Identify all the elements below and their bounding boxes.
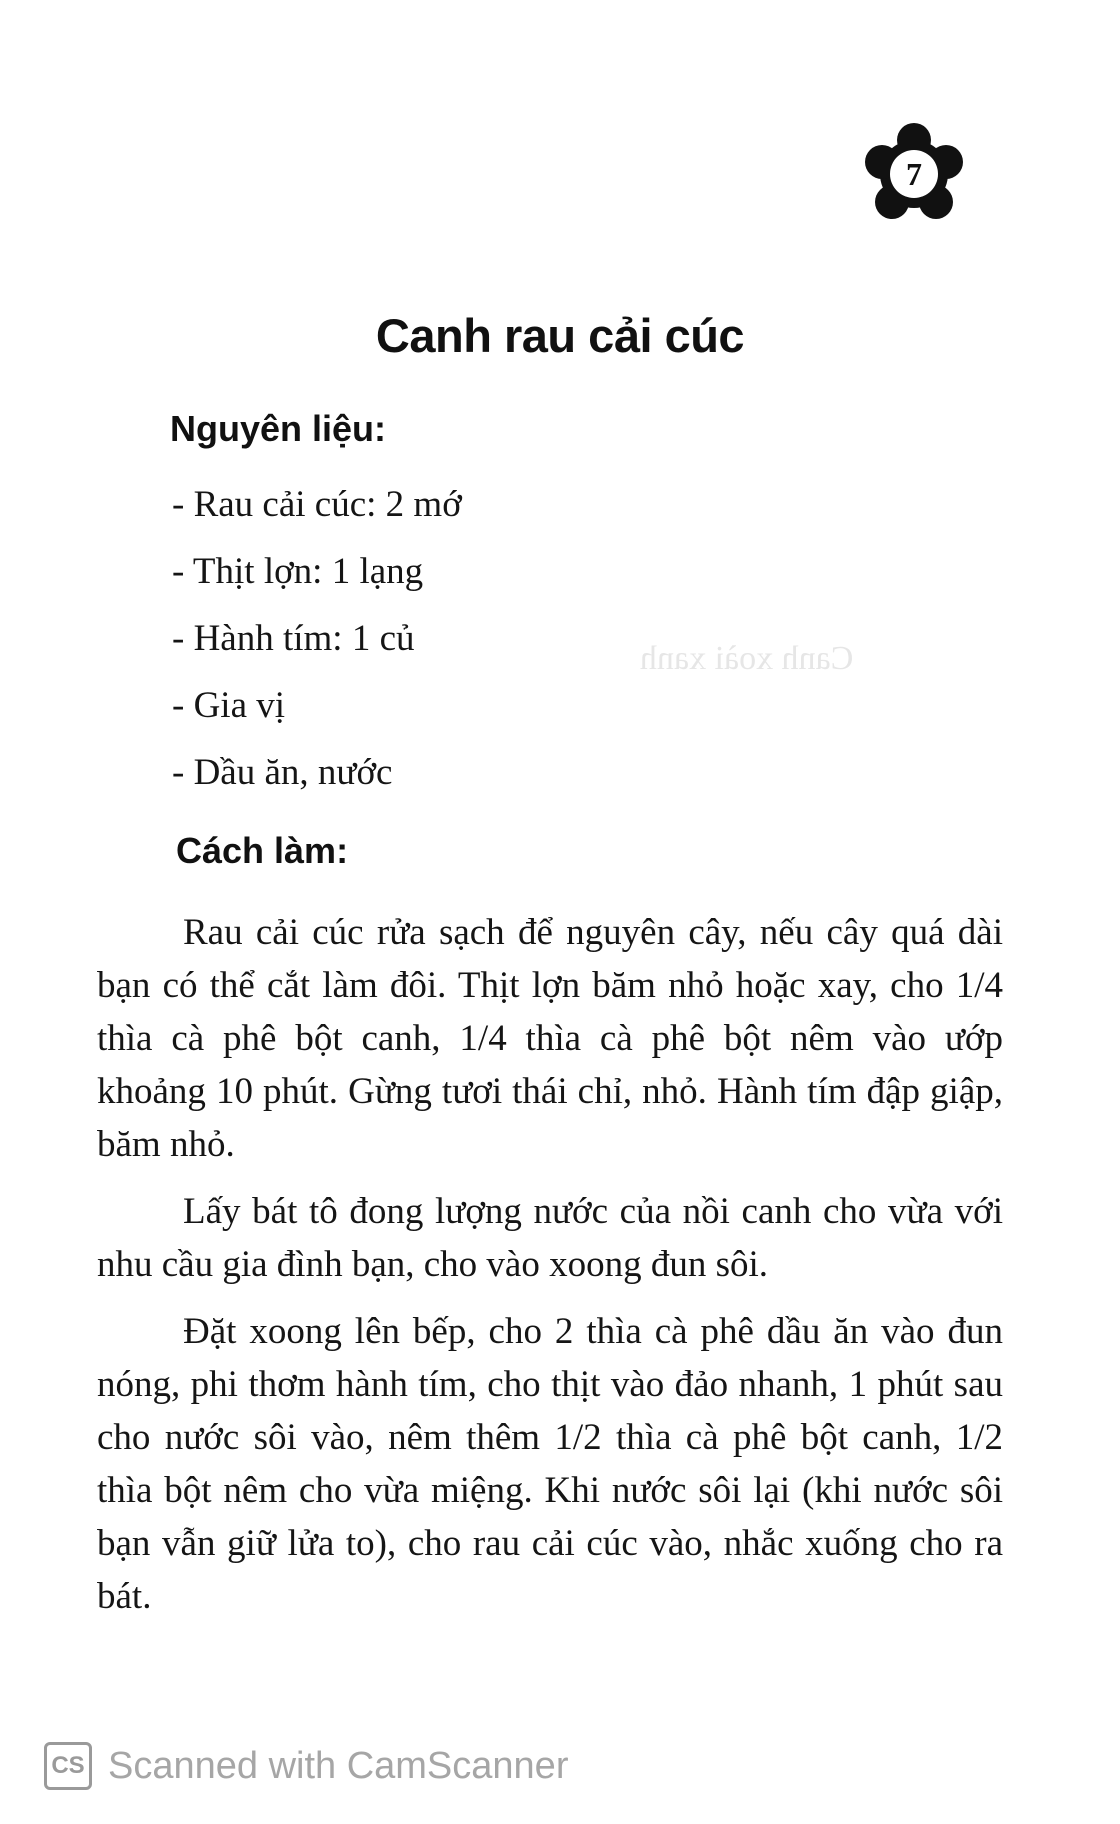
watermark-text: Scanned with CamScanner bbox=[108, 1744, 569, 1787]
ingredient-item: - Rau cải cúc: 2 mớ bbox=[172, 484, 462, 525]
ingredient-item: - Thịt lợn: 1 lạng bbox=[172, 551, 424, 592]
method-paragraph: Lấy bát tô đong lượng nước của nồi canh cho vừa với nhu cầu gia đình bạn, cho vào xoong đun sôi. bbox=[97, 1191, 1003, 1285]
show-through-text: Canh xoài xanh bbox=[640, 640, 854, 677]
ingredient-item: - Hành tím: 1 củ bbox=[172, 618, 415, 659]
method-paragraph: Đặt xoong lên bếp, cho 2 thìa cà phê dầu ăn vào đun nóng, phi thơm hành tím, cho thịt vào đảo nhanh, 1 phút sau cho nước sôi vào, nêm thêm 1/2 thìa cà phê bột canh, 1/2 thìa bột nêm cho vừa miệng. Khi nước sôi lại (khi nước sôi bạn vẫn giữ lửa to), cho rau cải cúc vào, nhắc xuống cho ra bát. bbox=[97, 1311, 1003, 1617]
scanner-watermark bbox=[44, 1738, 568, 1794]
ingredients-list bbox=[172, 480, 462, 815]
recipe-title: Canh rau cải cúc bbox=[375, 309, 745, 362]
ingredients-heading: Nguyên liệu: bbox=[170, 408, 387, 449]
camscanner-logo-icon: CS bbox=[44, 1742, 92, 1790]
method-text bbox=[97, 906, 1003, 1637]
ingredient-item: - Gia vị bbox=[172, 685, 286, 726]
ingredient-item: - Dầu ăn, nước bbox=[172, 752, 393, 793]
method-paragraph: Rau cải cúc rửa sạch để nguyên cây, nếu cây quá dài bạn có thể cắt làm đôi. Thịt lợn băm nhỏ hoặc xay, cho 1/4 thìa cà phê bột canh, 1/4 thìa cà phê bột nêm vào ướp khoảng 10 phút. Gừng tươi thái chỉ, nhỏ. Hành tím đập giập, băm nhỏ. bbox=[97, 912, 1003, 1165]
page-number-badge bbox=[860, 122, 968, 226]
method-heading: Cách làm: bbox=[176, 830, 349, 871]
page-number: 7 bbox=[906, 156, 922, 192]
